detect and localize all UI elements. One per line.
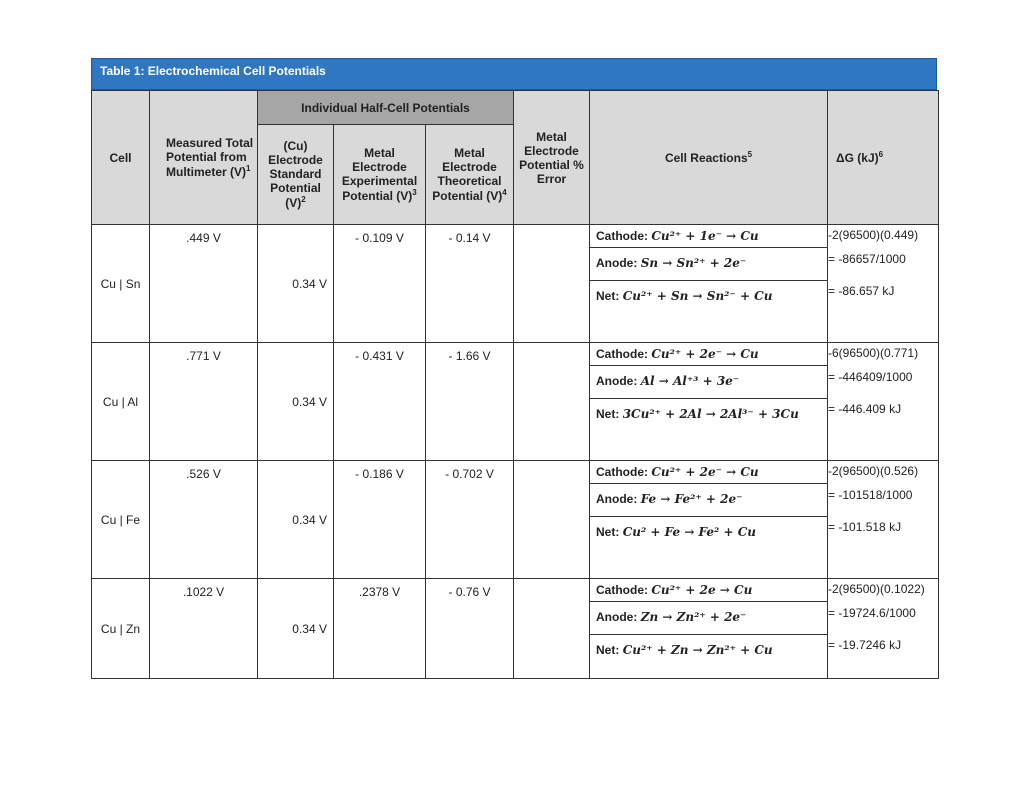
cell-reactions	[590, 461, 828, 579]
header-cell-reactions: Cell Reactions$^5$	[590, 91, 828, 225]
delta-g-value	[828, 225, 939, 343]
header-metal-error: Metal Electrode Potential % Error	[514, 91, 590, 225]
header-cell: Cell	[92, 91, 150, 225]
delta-g-line: -2(96500)(0.1022)	[828, 582, 925, 596]
delta-g-line: = -101.518 kJ	[828, 520, 902, 534]
metal-error-value	[514, 343, 590, 461]
delta-g-line: = -101518/1000	[828, 488, 913, 502]
metal-error-value	[514, 225, 590, 343]
header-metal-experimental: Metal Electrode Experimental Potential $(V)^3$	[334, 125, 426, 225]
cathode-reaction: Cathode: Cu²⁺ + 2e → Cu	[590, 579, 827, 602]
metal-theoretical-value: - 0.14 V	[426, 225, 514, 343]
cathode-reaction: Cathode: Cu²⁺ + 2e⁻ → Cu	[590, 343, 827, 366]
measured-value: .449 V	[150, 225, 258, 343]
delta-g-value	[828, 461, 939, 579]
delta-g-line: -2(96500)(0.526)	[828, 464, 919, 478]
cell-name: Cu | Sn	[92, 225, 150, 343]
metal-theoretical-value: - 0.702 V	[426, 461, 514, 579]
delta-g-line: = -446409/1000	[828, 370, 913, 384]
metal-error-value	[514, 461, 590, 579]
header-metal-theoretical: Metal Electrode Theoretical Potential $(V)^4$	[426, 125, 514, 225]
metal-theoretical-value: - 1.66 V	[426, 343, 514, 461]
cell-name: Cu | Zn	[92, 579, 150, 679]
delta-g-line: -6(96500)(0.771)	[828, 346, 919, 360]
delta-g-line: = -446.409 kJ	[828, 402, 902, 416]
net-reaction: Net: 3Cu²⁺ + 2Al → 2Al³⁻ + 3Cu	[596, 407, 799, 421]
metal-theoretical-value: - 0.76 V	[426, 579, 514, 679]
cell-reactions	[590, 225, 828, 343]
measured-value: .771 V	[150, 343, 258, 461]
delta-g-line: = -86657/1000	[828, 252, 906, 266]
delta-g-line: = -19724.6/1000	[828, 606, 916, 620]
cu-standard-value: 0.34 V	[258, 225, 334, 343]
net-reaction: Net: Cu² + Fe → Fe² + Cu	[596, 525, 756, 539]
header-cu-standard: (Cu) Electrode Standard Potential $(V)^2$	[258, 125, 334, 225]
cu-standard-value: 0.34 V	[258, 579, 334, 679]
metal-experimental-value: - 0.431 V	[334, 343, 426, 461]
cell-reactions	[590, 579, 828, 679]
table-title: Table 1: Electrochemical Cell Potentials	[91, 58, 937, 90]
cu-standard-value: 0.34 V	[258, 461, 334, 579]
metal-error-value	[514, 579, 590, 679]
header-measured: Measured Total Potential from Multimeter $(V)^1$	[150, 91, 258, 225]
net-reaction: Net: Cu²⁺ + Sn → Sn²⁻ + Cu	[596, 289, 773, 303]
anode-reaction: Anode: Zn → Zn²⁺ + 2e⁻	[590, 602, 827, 635]
cell-reactions	[590, 343, 828, 461]
delta-g-line: = -86.657 kJ	[828, 284, 895, 298]
header-delta-g: ΔG (kJ)$^6$	[828, 91, 939, 225]
metal-experimental-value: - 0.109 V	[334, 225, 426, 343]
anode-reaction: Anode: Fe → Fe²⁺ + 2e⁻	[590, 484, 827, 517]
header-individual-half-cell: Individual Half-Cell Potentials	[258, 91, 514, 125]
table-row	[92, 225, 939, 343]
cell-name: Cu | Al	[92, 343, 150, 461]
table-row	[92, 461, 939, 579]
net-reaction: Net: Cu²⁺ + Zn → Zn²⁺ + Cu	[596, 643, 773, 657]
potentials-table	[91, 90, 939, 679]
anode-reaction: Anode: Sn → Sn²⁺ + 2e⁻	[590, 248, 827, 281]
delta-g-line: = -19.7246 kJ	[828, 638, 902, 652]
table-row	[92, 343, 939, 461]
metal-experimental-value: - 0.186 V	[334, 461, 426, 579]
cathode-reaction: Cathode: Cu²⁺ + 1e⁻ → Cu	[590, 225, 827, 248]
measured-value: .526 V	[150, 461, 258, 579]
cathode-reaction: Cathode: Cu²⁺ + 2e⁻ → Cu	[590, 461, 827, 484]
delta-g-value	[828, 343, 939, 461]
anode-reaction: Anode: Al → Al⁺³ + 3e⁻	[590, 366, 827, 399]
cell-name: Cu | Fe	[92, 461, 150, 579]
delta-g-value	[828, 579, 939, 679]
delta-g-line: -2(96500)(0.449)	[828, 228, 919, 242]
table-row	[92, 579, 939, 679]
metal-experimental-value: .2378 V	[334, 579, 426, 679]
measured-value: .1022 V	[150, 579, 258, 679]
cu-standard-value: 0.34 V	[258, 343, 334, 461]
